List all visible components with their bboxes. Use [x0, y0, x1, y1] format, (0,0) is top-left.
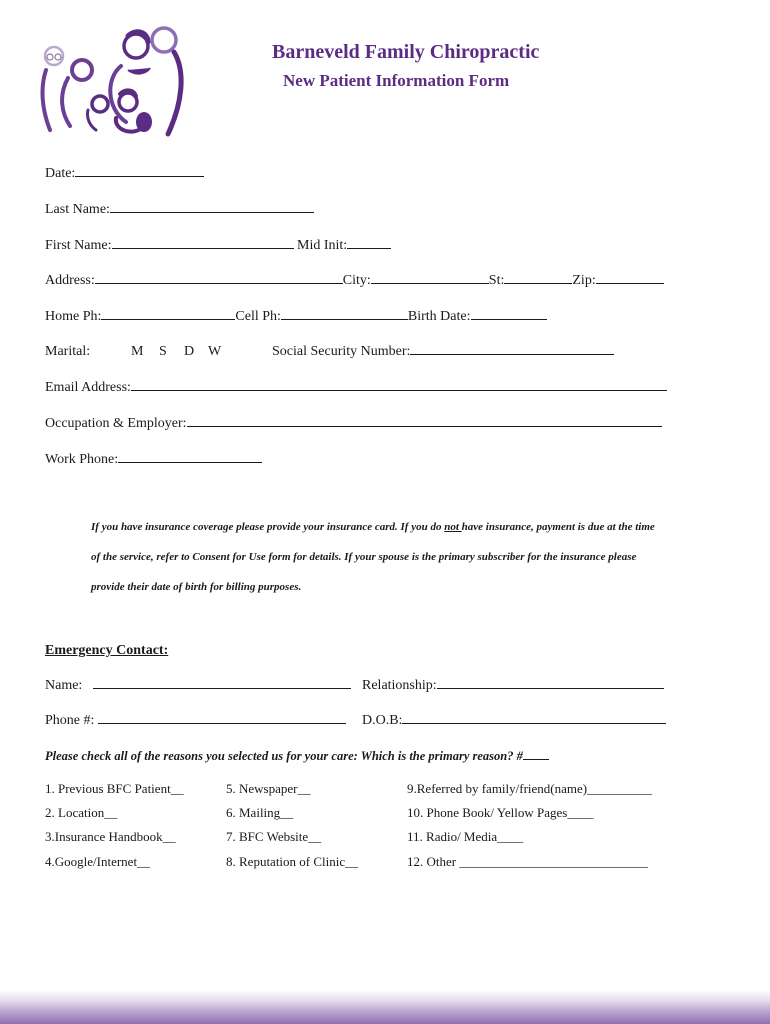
date-input[interactable]: [75, 164, 204, 177]
reason-item[interactable]: 10. Phone Book/ Yellow Pages____: [407, 805, 594, 820]
relationship-label: Relationship:: [362, 678, 437, 693]
reasons-prompt: Please check all of the reasons you selected us for your care: Which is the primary reason? #: [45, 749, 523, 763]
first-name-label: First Name:: [45, 238, 112, 253]
reason-item[interactable]: 12. Other _____________________________: [407, 854, 648, 869]
occupation-input[interactable]: [187, 414, 662, 427]
address-label: Address:: [45, 273, 95, 288]
reasons-prompt-row: [45, 746, 549, 766]
primary-reason-input[interactable]: [523, 749, 549, 760]
cell-phone-input[interactable]: [281, 307, 408, 320]
work-phone-label: Work Phone:: [45, 452, 119, 467]
mid-init-input[interactable]: [347, 236, 391, 249]
state-input[interactable]: [504, 271, 572, 284]
first-name-input[interactable]: [112, 236, 294, 249]
reason-item[interactable]: 6. Mailing__: [226, 805, 294, 820]
zip-label: Zip:: [572, 273, 596, 288]
clinic-name: Barneveld Family Chiropractic: [272, 41, 540, 63]
logo-mother-head: [72, 60, 92, 80]
insurance-note-line-3: provide their date of birth for billing purposes.: [91, 581, 302, 593]
last-name-row: [45, 200, 314, 220]
emergency-dob-row: [362, 711, 666, 731]
city-input[interactable]: [371, 271, 489, 284]
zip-input[interactable]: [596, 271, 664, 284]
relationship-input[interactable]: [437, 676, 664, 689]
emergency-contact-heading: Emergency Contact:: [45, 643, 169, 658]
phone-row: [45, 307, 547, 327]
emergency-name-input[interactable]: [93, 676, 351, 689]
insurance-note-line-2: of the service, refer to Consent for Use form for details. If your spouse is the primary subscriber for the insurance please: [91, 551, 637, 563]
occupation-row: [45, 414, 662, 434]
date-label: Date:: [45, 166, 76, 181]
marital-option-m[interactable]: M: [131, 344, 144, 359]
date-row: [45, 164, 204, 184]
ssn-input[interactable]: [410, 342, 614, 355]
birth-date-input[interactable]: [471, 307, 547, 320]
last-name-input[interactable]: [110, 200, 314, 213]
birth-date-label: Birth Date:: [407, 309, 471, 324]
reason-item[interactable]: 5. Newspaper__: [226, 781, 311, 796]
logo-child-head: [92, 96, 108, 112]
relationship-row: [362, 676, 664, 696]
form-title: New Patient Information Form: [283, 71, 510, 90]
logo-teen-head: [152, 28, 176, 52]
address-row: [45, 271, 664, 291]
family-logo: [36, 18, 186, 142]
reason-item[interactable]: 1. Previous BFC Patient__: [45, 781, 184, 796]
state-label: St:: [488, 273, 505, 288]
ssn-row: [272, 342, 614, 362]
emergency-phone-input[interactable]: [98, 711, 346, 724]
marital-option-w[interactable]: W: [208, 344, 222, 359]
home-phone-input[interactable]: [101, 307, 235, 320]
emergency-phone-row: [45, 711, 346, 731]
cell-phone-label: Cell Ph:: [235, 309, 281, 324]
emergency-phone-label: Phone #:: [45, 713, 95, 728]
home-phone-label: Home Ph:: [45, 309, 102, 324]
emergency-name-row: [45, 676, 351, 696]
email-label: Email Address:: [45, 380, 131, 395]
reason-item[interactable]: 4.Google/Internet__: [45, 854, 151, 869]
email-input[interactable]: [131, 378, 667, 391]
address-input[interactable]: [95, 271, 343, 284]
city-label: City:: [342, 273, 371, 288]
insurance-note-line-1: [91, 521, 655, 533]
first-name-row: [45, 236, 391, 256]
emergency-dob-label: D.O.B:: [362, 713, 403, 728]
ssn-label: Social Security Number:: [272, 344, 411, 359]
reason-item[interactable]: 9.Referred by family/friend(name)__________: [407, 781, 653, 796]
insurance-note-text: If you have insurance coverage please provide your insurance card. If you do: [91, 521, 445, 533]
marital-option-s[interactable]: S: [159, 344, 167, 359]
emergency-name-label: Name:: [45, 678, 83, 693]
occupation-label: Occupation & Employer:: [45, 416, 187, 431]
mid-init-label: Mid Init:: [297, 238, 348, 253]
reason-item[interactable]: 8. Reputation of Clinic__: [226, 854, 359, 869]
reason-item[interactable]: 11. Radio/ Media____: [407, 829, 524, 844]
marital-option-d[interactable]: D: [184, 344, 195, 359]
insurance-note-text: have insurance, payment is due at the time: [461, 521, 655, 533]
insurance-note-emphasis: not: [444, 521, 462, 533]
email-row: [45, 378, 667, 398]
reason-item[interactable]: 3.Insurance Handbook__: [45, 829, 176, 844]
marital-label: Marital:: [45, 344, 91, 359]
work-phone-input[interactable]: [118, 450, 262, 463]
footer-band: [0, 990, 770, 1024]
last-name-label: Last Name:: [45, 202, 110, 217]
work-phone-row: [45, 450, 262, 470]
emergency-dob-input[interactable]: [402, 711, 666, 724]
reason-item[interactable]: 7. BFC Website__: [226, 829, 322, 844]
reason-item[interactable]: 2. Location__: [45, 805, 118, 820]
